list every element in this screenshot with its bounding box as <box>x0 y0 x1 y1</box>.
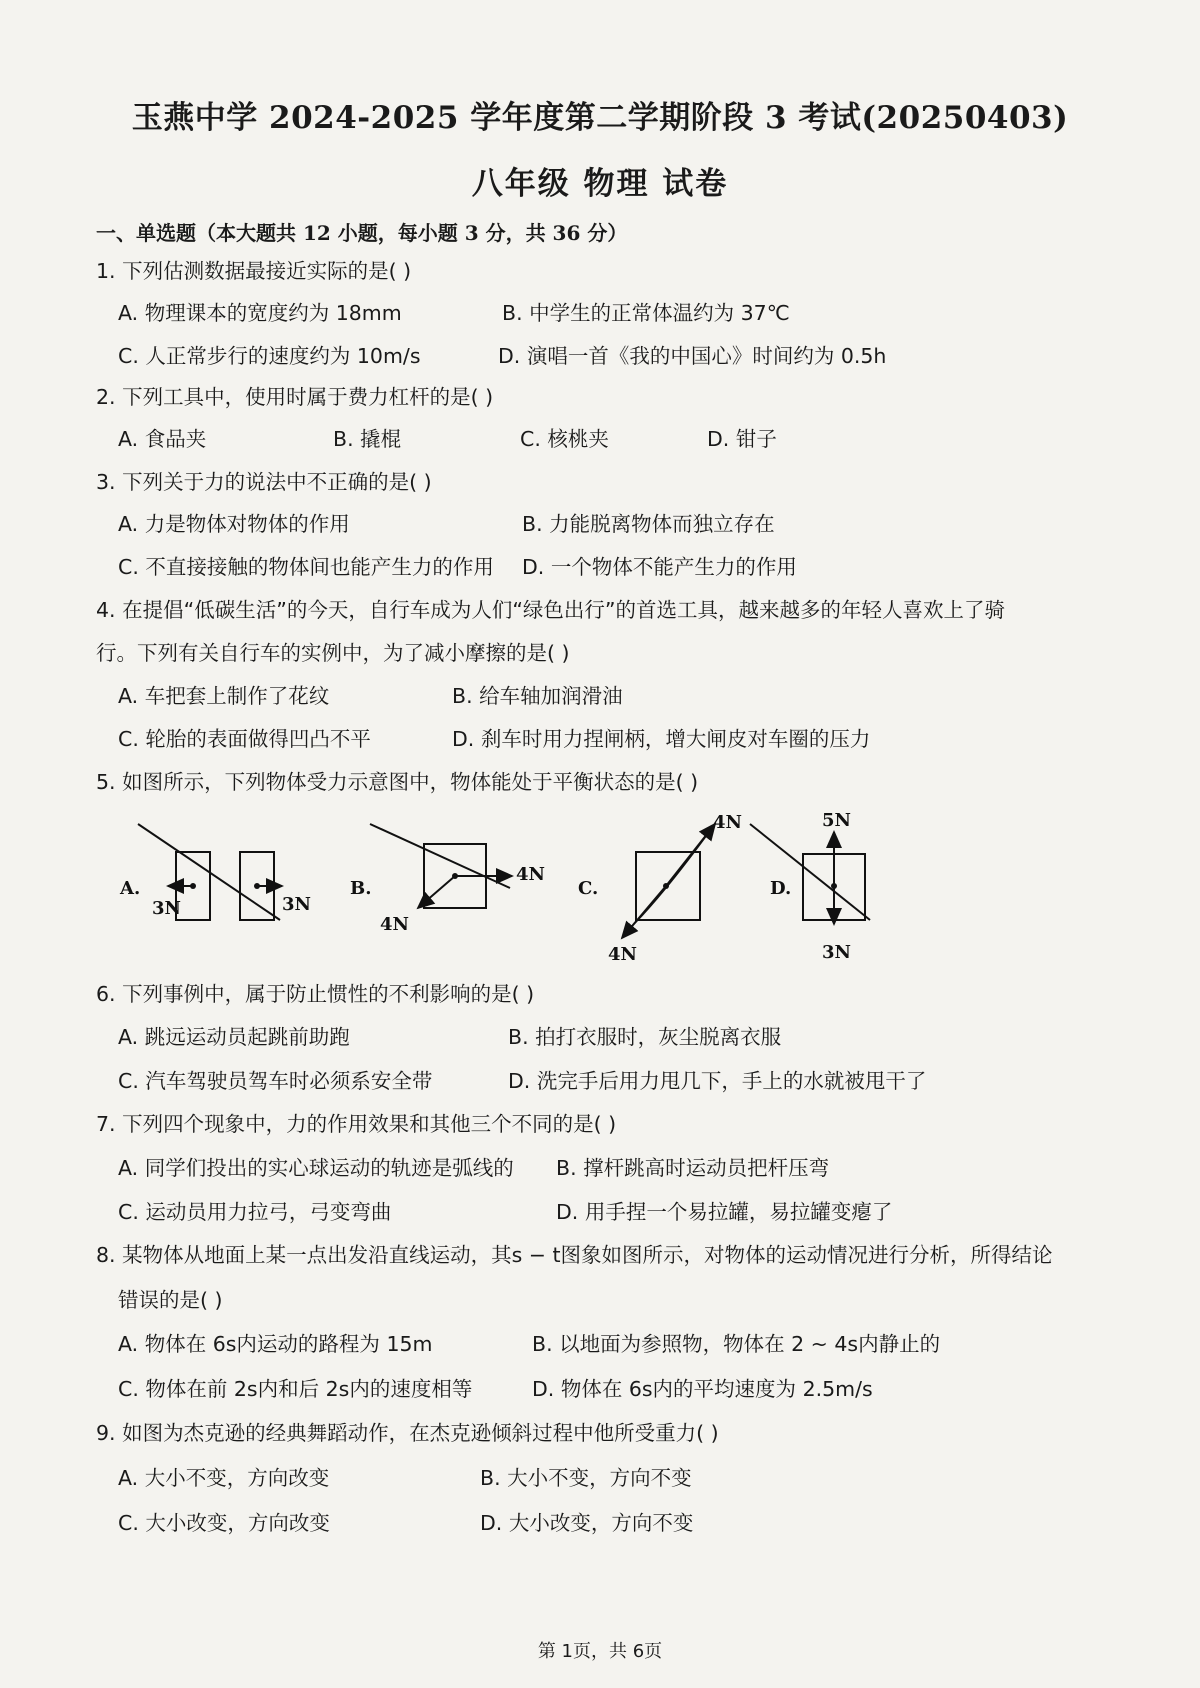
question-4-option-b: B. 给车轴加润滑油 <box>452 684 623 708</box>
question-7-option-b: B. 撑杆跳高时运动员把杆压弯 <box>556 1156 830 1180</box>
question-7-option-a: A. 同学们投出的实心球运动的轨迹是弧线的 <box>118 1156 514 1180</box>
question-1-option-c: C. 人正常步行的速度约为 10m/s <box>118 344 421 368</box>
diagram-b-surface-line <box>370 824 510 888</box>
question-6-option-c: C. 汽车驾驶员驾车时必须系安全带 <box>118 1069 433 1093</box>
diagram-a-force-left-value: 3N <box>152 898 181 919</box>
page-number: 第 1页，共 6页 <box>537 1641 663 1662</box>
section-heading: 一、单选题（本大题共 12 小题，每小题 3 分，共 36 分） <box>96 221 628 245</box>
question-9-stem: 9. 如图为杰克逊的经典舞蹈动作，在杰克逊倾斜过程中他所受重力( ) <box>96 1421 719 1445</box>
question-5-stem: 5. 如图所示，下列物体受力示意图中，物体能处于平衡状态的是( ) <box>96 770 699 794</box>
question-3-option-c: C. 不直接接触的物体间也能产生力的作用 <box>118 555 494 579</box>
diagram-b-label: B. <box>350 878 372 899</box>
question-2-option-a: A. 食品夹 <box>118 427 207 451</box>
question-2-stem: 2. 下列工具中，使用时属于费力杠杆的是( ) <box>96 385 494 409</box>
diagram-c-force-down-value: 4N <box>608 944 637 965</box>
question-3-stem: 3. 下列关于力的说法中不正确的是( ) <box>96 470 432 494</box>
diagram-c-label: C. <box>578 878 599 899</box>
question-9-option-b: B. 大小不变，方向不变 <box>480 1466 692 1490</box>
diagram-a <box>119 824 311 920</box>
question-8-stem-continued: 错误的是( ) <box>118 1288 223 1312</box>
question-7-stem: 7. 下列四个现象中，力的作用效果和其他三个不同的是( ) <box>96 1112 617 1136</box>
diagram-c <box>578 812 742 965</box>
question-6-option-d: D. 洗完手后用力甩几下，手上的水就被甩干了 <box>508 1069 927 1093</box>
diagram-d-surface-line <box>750 824 870 920</box>
question-4-stem: 4. 在提倡“低碳生活”的今天，自行车成为人们“绿色出行”的首选工具，越来越多的年轻人喜欢上了骑 <box>96 598 1006 622</box>
question-2-option-c: C. 核桃夹 <box>520 427 609 451</box>
question-1-stem: 1. 下列估测数据最接近实际的是( ) <box>96 259 412 283</box>
question-9-option-a: A. 大小不变，方向改变 <box>118 1466 330 1490</box>
question-8-option-c: C. 物体在前 2s内和后 2s内的速度相等 <box>118 1377 473 1401</box>
question-4-option-a: A. 车把套上制作了花纹 <box>118 684 330 708</box>
diagram-d <box>750 810 870 963</box>
question-8-option-b: B. 以地面为参照物，物体在 2 ~ 4s内静止的 <box>532 1332 941 1356</box>
diagram-b-force-right-value: 4N <box>516 864 545 885</box>
question-4-stem-continued: 行。下列有关自行车的实例中，为了减小摩擦的是( ) <box>96 641 570 665</box>
question-2-option-b: B. 撬棍 <box>333 427 402 451</box>
diagram-a-label: A. <box>120 878 141 899</box>
question-3-option-d: D. 一个物体不能产生力的作用 <box>522 555 797 579</box>
question-2-option-d: D. 钳子 <box>707 427 777 451</box>
question-8-option-a: A. 物体在 6s内运动的路程为 15m <box>118 1332 433 1356</box>
question-4-option-d: D. 刹车时用力捏闸柄，增大闸皮对车圈的压力 <box>452 727 871 751</box>
question-9-option-d: D. 大小改变，方向不变 <box>480 1511 694 1535</box>
diagram-c-force-up-value: 4N <box>713 812 742 833</box>
diagram-d-force-up-value: 5N <box>822 810 851 831</box>
diagram-d-label: D. <box>770 878 792 899</box>
question-6-option-b: B. 拍打衣服时，灰尘脱离衣服 <box>508 1025 782 1049</box>
question-7-option-c: C. 运动员用力拉弓，弓变弯曲 <box>118 1200 392 1224</box>
question-1-option-b: B. 中学生的正常体温约为 37℃ <box>502 301 790 325</box>
exam-subtitle: 八年级 物理 试卷 <box>471 166 729 202</box>
diagram-a-force-right-value: 3N <box>282 894 311 915</box>
question-6-option-a: A. 跳远运动员起跳前助跑 <box>118 1025 350 1049</box>
question-3-option-b: B. 力能脱离物体而独立存在 <box>522 512 775 536</box>
question-8-option-d: D. 物体在 6s内的平均速度为 2.5m/s <box>532 1377 873 1401</box>
question-7-option-d: D. 用手捏一个易拉罐，易拉罐变瘪了 <box>556 1200 893 1224</box>
question-3-option-a: A. 力是物体对物体的作用 <box>118 512 350 536</box>
question-1-option-a: A. 物理课本的宽度约为 18mm <box>118 301 402 325</box>
force-diagrams-figure <box>110 810 910 970</box>
diagram-d-force-down-value: 3N <box>822 942 851 963</box>
question-6-stem: 6. 下列事例中，属于防止惯性的不利影响的是( ) <box>96 982 535 1006</box>
question-8-stem: 8. 某物体从地面上某一点出发沿直线运动，其s − t图象如图所示，对物体的运动情况进行分析，所得结论 <box>96 1243 1053 1267</box>
diagram-b <box>350 824 545 935</box>
diagram-b-force-left-value: 4N <box>380 914 409 935</box>
question-4-option-c: C. 轮胎的表面做得凹凸不平 <box>118 727 371 751</box>
question-1-option-d: D. 演唱一首《我的中国心》时间约为 0.5h <box>498 344 887 368</box>
exam-title: 玉燕中学 2024-2025 学年度第二学期阶段 3 考试(20250403) <box>131 100 1069 136</box>
question-9-option-c: C. 大小改变，方向改变 <box>118 1511 330 1535</box>
